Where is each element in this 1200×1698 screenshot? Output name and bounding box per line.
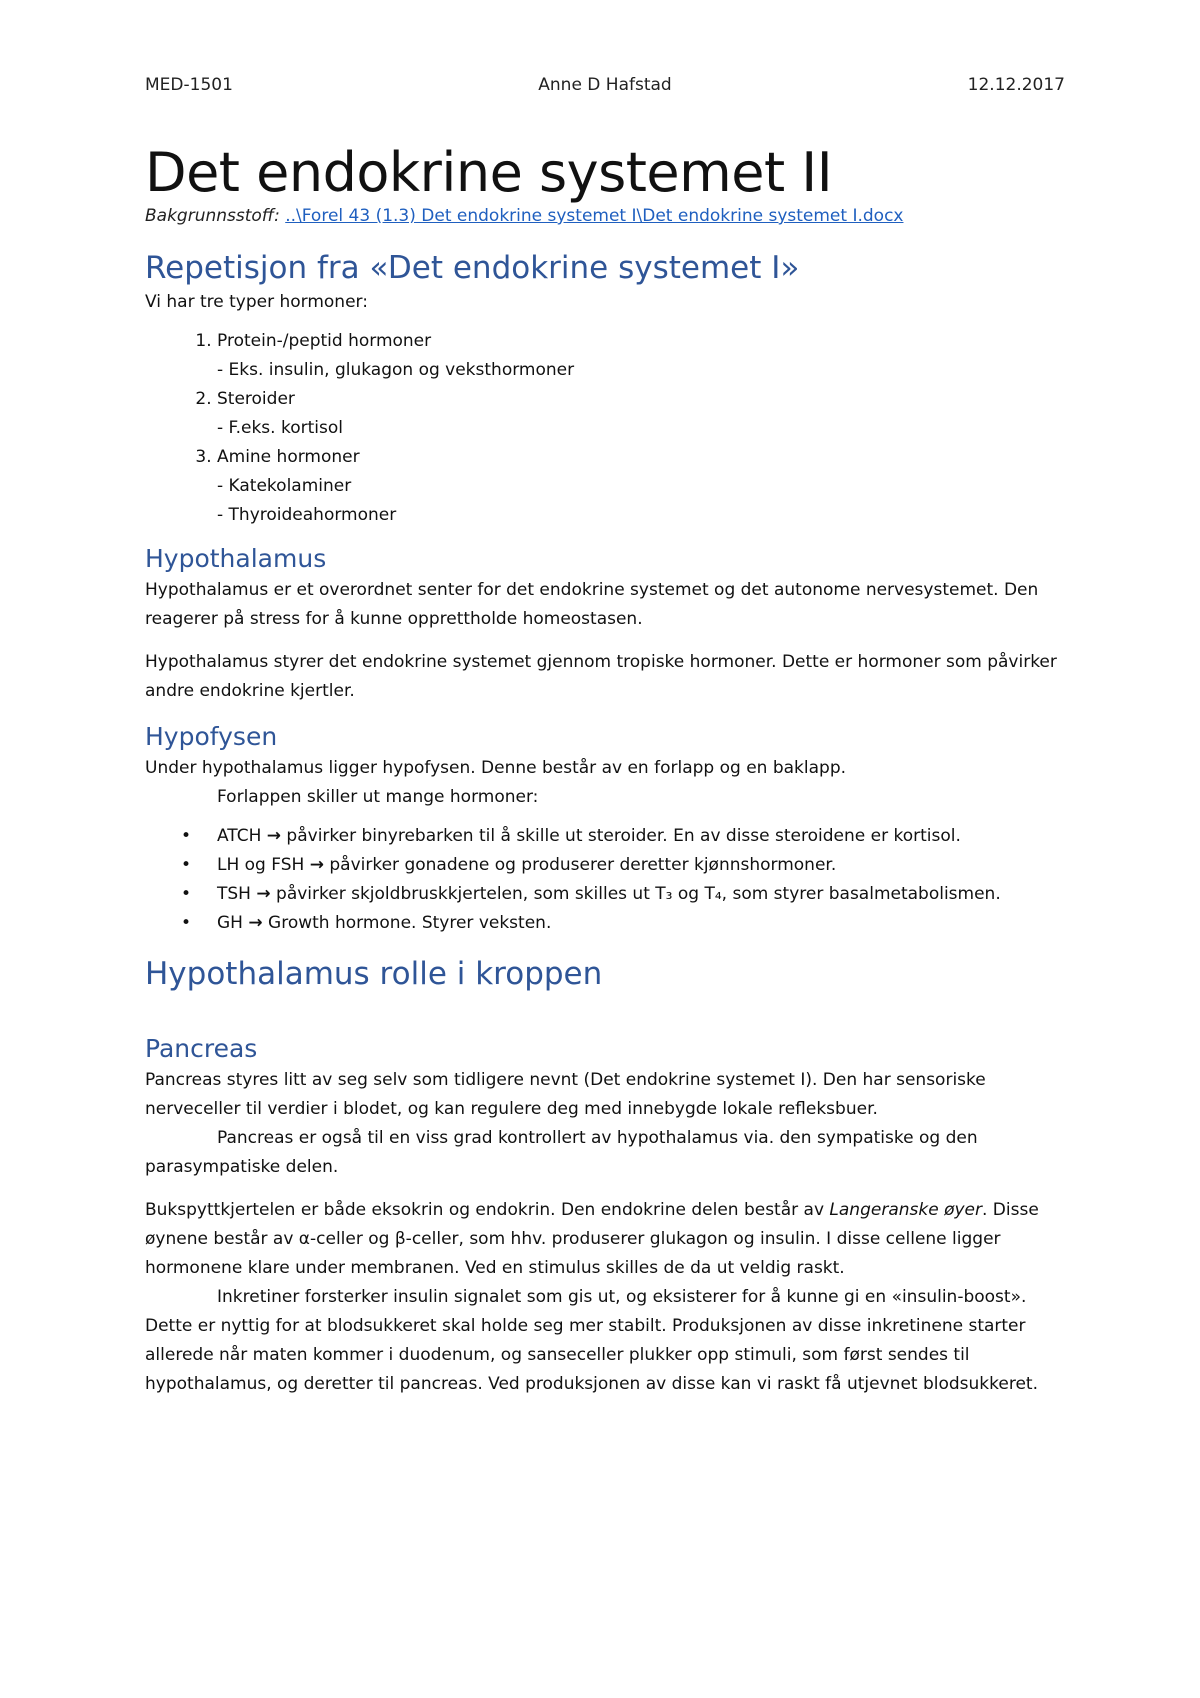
hormone-description: Growth hormone. Styrer veksten. <box>262 913 552 933</box>
pancreas-paragraph-3 <box>145 1196 1075 1283</box>
list-item-sub: - Eks. insulin, glukagon og veksthormoner <box>217 360 575 380</box>
hormone-name: LH og FSH <box>217 855 305 875</box>
list-item <box>217 327 1075 385</box>
repetisjon-intro: Vi har tre typer hormoner: <box>145 292 368 312</box>
hypofysen-paragraph-1: Under hypothalamus ligger hypofysen. Denne består av en forlapp og en baklapp. <box>145 758 847 778</box>
arrow-right-icon: → <box>248 913 263 933</box>
hypothalamus-paragraph-2: Hypothalamus styrer det endokrine systemet gjennom tropiske hormoner. Dette er hormoner som påvirker andre endokrine kjertler. <box>145 652 1057 701</box>
list-item <box>217 822 1075 851</box>
hormone-description: påvirker gonadene og produserer deretter kjønnshormoner. <box>323 855 837 875</box>
list-item-title: Steroider <box>217 389 295 409</box>
list-item-title: Protein-/peptid hormoner <box>217 331 432 351</box>
header-course-code: MED-1501 <box>145 75 233 95</box>
empty-spacer <box>145 994 1075 1032</box>
pancreas-paragraph-3-part-1: Bukspyttkjertelen er både eksokrin og endokrin. Den endokrine delen består av <box>145 1200 830 1220</box>
list-item-sub: - Thyroideahormoner <box>217 505 397 525</box>
list-item-title: Amine hormoner <box>217 447 360 467</box>
hormone-name: GH <box>217 913 243 933</box>
hypothalamus-paragraph-1: Hypothalamus er et overordnet senter for det endokrine systemet og det autonome nervesystemet. Den reagerer på stress for å kunne opprettholde homeostasen. <box>145 580 1039 629</box>
pancreas-paragraph-4: Inkretiner forsterker insulin signalet som gis ut, og eksisterer for å kunne gi en «insulin-boost». Dette er nyttig for at blodsukkeret skal holde seg mer stabilt. Produksjonen av disse inkretinene starter allerede når maten kommer i duodenum, og sanseceller plukker opp stimuli, som først sendes til hypothalamus, og deretter til pancreas. Ved produksjonen av disse kan vi raskt få utjevnet blodsukkeret. <box>145 1287 1038 1394</box>
hormone-name: ATCH <box>217 826 262 846</box>
header-author: Anne D Hafstad <box>538 75 672 95</box>
list-item-sub: - Katekolaminer <box>217 476 352 496</box>
background-label: Bakgrunnsstoff: <box>145 206 280 226</box>
hormone-name: TSH <box>217 884 251 904</box>
hormone-description: påvirker binyrebarken til å skille ut steroider. En av disse steroidene er kortisol. <box>281 826 961 846</box>
hormone-types-list <box>145 327 1075 530</box>
list-item <box>217 385 1075 443</box>
pancreas-paragraph-2: Pancreas er også til en viss grad kontrollert av hypothalamus via. den sympatiske og den parasympatiske delen. <box>145 1128 978 1177</box>
section-heading-rolle: Hypothalamus rolle i kroppen <box>145 956 603 992</box>
list-item <box>217 880 1075 909</box>
arrow-right-icon: → <box>266 826 282 846</box>
document-body <box>145 142 1075 1413</box>
pancreas-paragraph-1: Pancreas styres litt av seg selv som tidligere nevnt (Det endokrine systemet I). Den har sensoriske nerveceller til verdier i blodet, og kan regulere deg med innebygde lokale refleksbuer. <box>145 1070 986 1119</box>
header-date: 12.12.2017 <box>967 75 1065 95</box>
pancreas-paragraph-3-part-2: . Disse øynene består av α-celler og β-celler, som hhv. produserer glukagon og insulin. I disse cellene ligger hormonene klare under membranen. Ved en stimulus skilles de da ut veldig raskt. <box>145 1200 1039 1278</box>
background-reference <box>145 204 1075 228</box>
section-heading-hypofysen: Hypofysen <box>145 722 278 751</box>
langerhans-term: Langeranske øyer <box>829 1200 982 1220</box>
background-link[interactable]: ..\Forel 43 (1.3) Det endokrine systemet I\Det endokrine systemet I.docx <box>285 206 904 226</box>
list-item <box>217 909 1075 938</box>
hypofysen-paragraph-2: Forlappen skiller ut mange hormoner: <box>217 787 539 807</box>
list-item <box>217 443 1075 530</box>
page-header <box>145 75 1065 99</box>
section-heading-pancreas: Pancreas <box>145 1034 258 1063</box>
list-item-sub: - F.eks. kortisol <box>217 418 343 438</box>
document-title: Det endokrine systemet II <box>145 141 833 204</box>
list-item <box>217 851 1075 880</box>
hormone-description: påvirker skjoldbruskkjertelen, som skilles ut T₃ og T₄, som styrer basalmetabolismen. <box>270 884 1001 904</box>
section-heading-repetisjon: Repetisjon fra «Det endokrine systemet I» <box>145 250 800 286</box>
arrow-right-icon: → <box>309 855 324 875</box>
section-heading-hypothalamus: Hypothalamus <box>145 544 327 573</box>
arrow-right-icon: → <box>256 884 271 904</box>
anterior-hormones-list <box>145 822 1075 938</box>
